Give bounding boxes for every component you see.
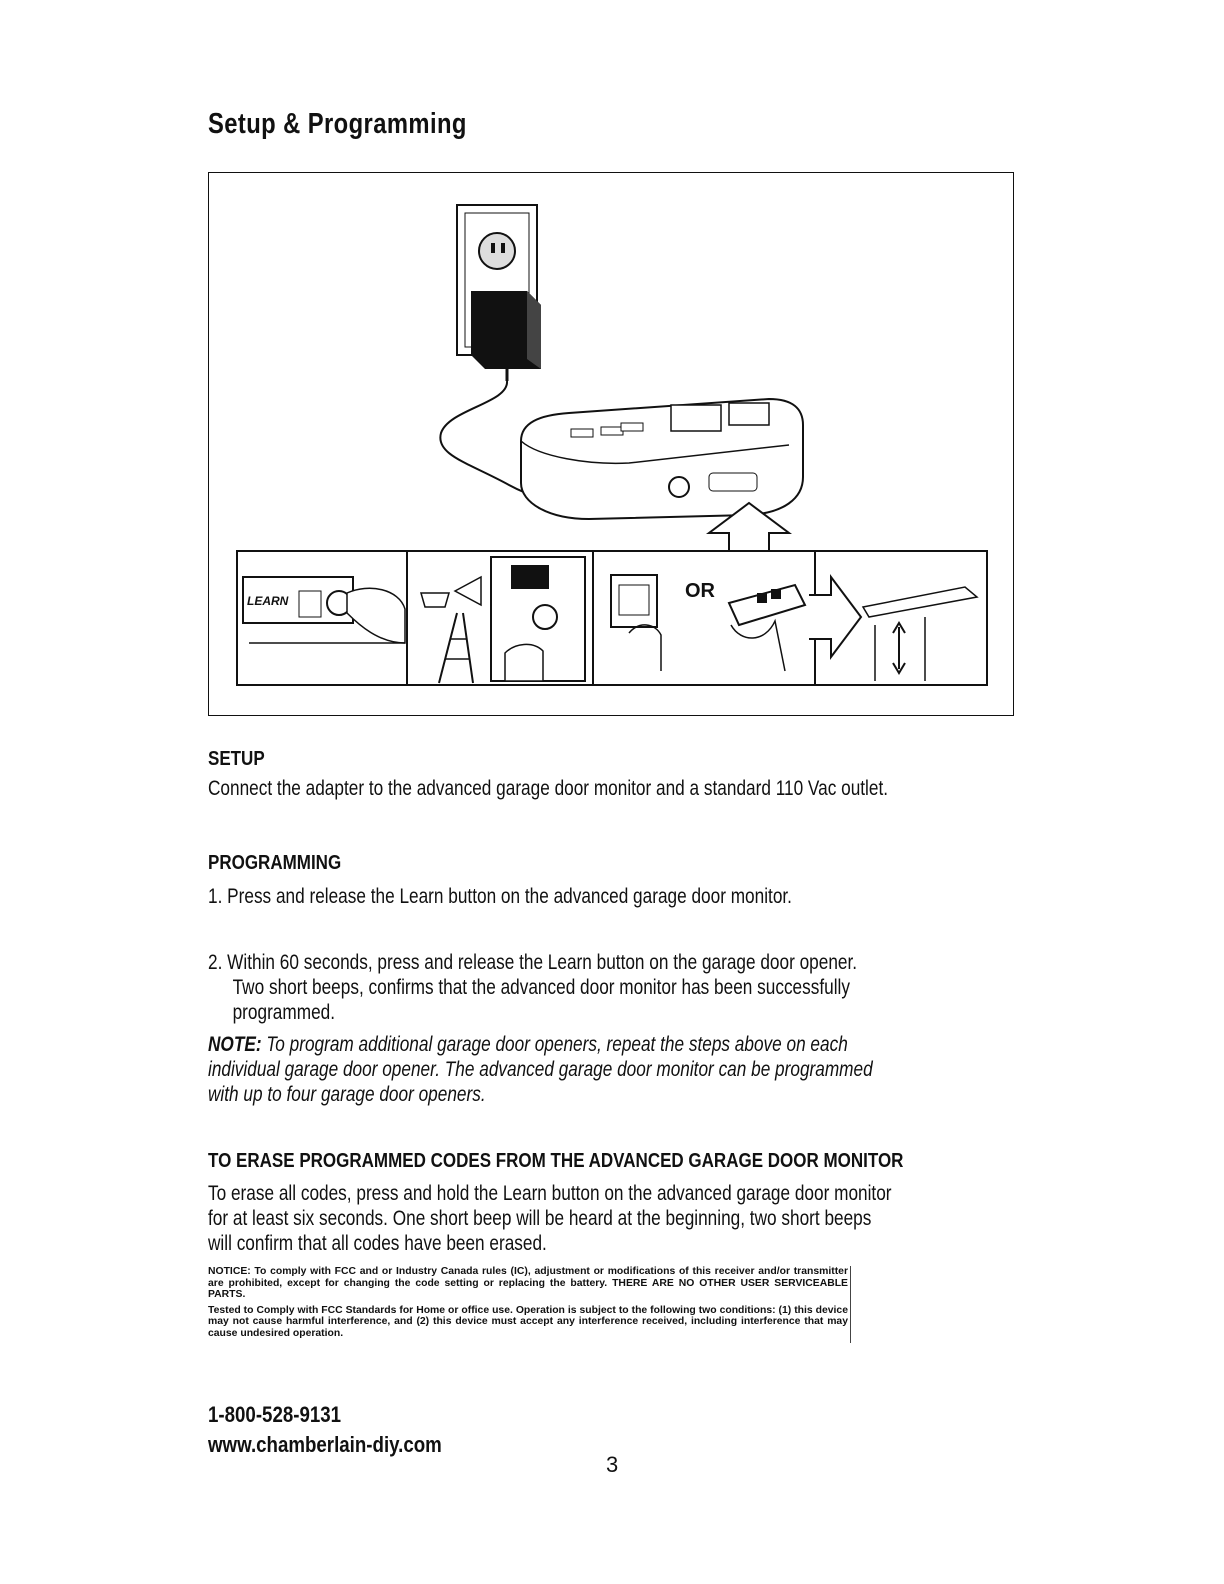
- setup-heading: SETUP: [208, 748, 265, 770]
- fcc-notice: [208, 1266, 851, 1343]
- step-2-line-2: Two short beeps, confirms that the advanced door monitor has been successfully: [232, 976, 850, 999]
- wall-control-button-icon: [491, 557, 585, 681]
- page-title: Setup & Programming: [208, 108, 467, 140]
- notice-paragraph-2: Tested to Comply with FCC Standards for Home or office use. Operation is subject to the following two conditions: (1) this device may not cause harmful interference, and (2) this device must accept any interference received, including interference that may cause undesired operation.: [208, 1304, 848, 1339]
- programming-step-2: [208, 950, 857, 1025]
- step-2-line-1: 2. Within 60 seconds, press and release the Learn button on the garage door opener.: [208, 951, 858, 974]
- erase-line-2: for at least six seconds. One short beep will be heard at the beginning, two short beeps: [208, 1207, 872, 1230]
- or-label: OR: [685, 580, 715, 602]
- programming-note: [208, 1032, 873, 1107]
- setup-illustration: [208, 172, 1014, 716]
- power-adapter-icon: [471, 291, 541, 381]
- website-link[interactable]: www.chamberlain-diy.com: [208, 1432, 442, 1457]
- erase-heading: TO ERASE PROGRAMMED CODES FROM THE ADVANCED GARAGE DOOR MONITOR: [208, 1150, 904, 1172]
- note-line-2: individual garage door opener. The advanced garage door monitor can be programmed: [208, 1058, 873, 1081]
- erase-text: [208, 1181, 892, 1256]
- phone-number: 1-800-528-9131: [208, 1402, 342, 1427]
- erase-line-1: To erase all codes, press and hold the Learn button on the advanced garage door monitor: [208, 1182, 892, 1205]
- svg-text:LEARN: LEARN: [247, 594, 289, 608]
- note-line-3: with up to four garage door openers.: [208, 1083, 486, 1106]
- note-line-1: To program additional garage door openers, repeat the steps above on each: [261, 1033, 848, 1056]
- setup-text: Connect the adapter to the advanced garage door monitor and a standard 110 Vac outlet.: [208, 777, 889, 800]
- notice-paragraph-1: NOTICE: To comply with FCC and or Industry Canada rules (IC), adjustment or modifications of this receiver and/or transmitter are prohibited, except for changing the code setting or replacing the battery. THERE ARE NO OTHER USER SERVICEABLE PARTS.: [208, 1266, 848, 1300]
- programming-step-1: 1. Press and release the Learn button on the advanced garage door monitor.: [208, 885, 792, 908]
- erase-line-3: will confirm that all codes have been erased.: [208, 1232, 547, 1255]
- step-2-line-3: programmed.: [232, 1001, 336, 1024]
- note-label: NOTE:: [208, 1033, 262, 1056]
- garage-door-monitor-icon: [521, 399, 803, 519]
- page-number: 3: [606, 1452, 619, 1477]
- programming-heading: PROGRAMMING: [208, 852, 342, 874]
